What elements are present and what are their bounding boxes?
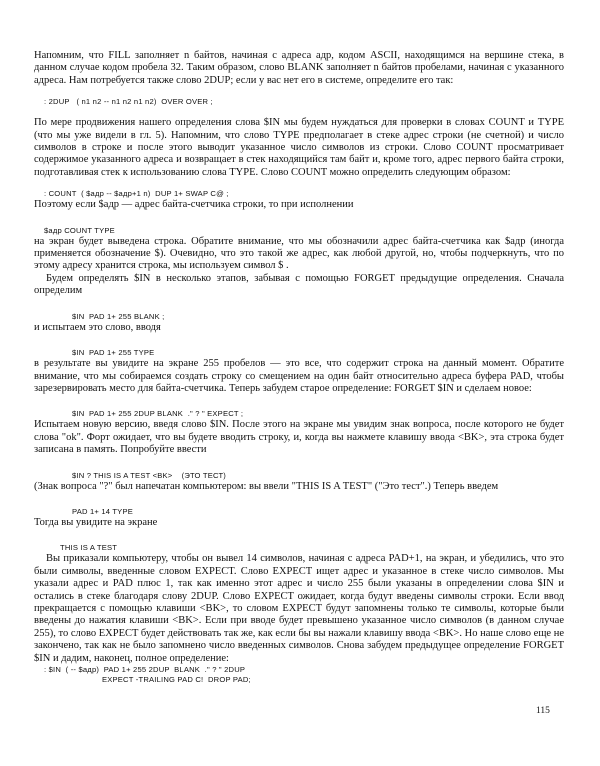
document-page <box>34 50 564 685</box>
code-line: EXPECT -TRAILING PAD C! DROP PAD; <box>102 675 251 684</box>
paragraph: Тогда вы увидите на экране <box>34 516 158 528</box>
paragraph: Напомним, что FILL заполняет n байтов, начиная с адреса адр, кодом ASCII, находящимся на вершине стека, в данном случае кодом пробела 32. Таким образом, слово BLANK заполняет n байтов пробелами, начиная с указанного адреса. Нам потребуется также слово 2DUP; если у вас нет его в системе, определите его так: <box>34 50 564 86</box>
code-line: $IN PAD 1+ 255 2DUP BLANK ." ? " EXPECT ; <box>72 409 244 419</box>
code-line: PAD 1+ 14 TYPE <box>72 506 133 516</box>
code-line: $адр COUNT TYPE <box>44 225 115 235</box>
paragraph: Испытаем новую версию, введя слово $IN. После этого на экране мы увидим знак вопроса, после которого не будет слова "ok". Форт ожидает, что вы будете вводить строку, и, когда вы нажмете клавишу ввода <BK>, эта строка будет записана в память. Попробуйте ввести <box>34 419 564 456</box>
paragraph: на экран будет выведена строка. Обратите внимание, что мы обозначили адрес байта-счетчика как $адр (иногда применяется обозначение $). Очевидно, что это такой же адрес, как любой другой, но, чтобы подчеркнуть, что по этому адресу хранится строка, мы используем символ $ . <box>34 235 564 272</box>
paragraph: и испытаем это слово, вводя <box>34 321 161 333</box>
code-line: : 2DUP ( n1 n2 -- n1 n2 n1 n2) OVER OVER ; <box>44 97 213 107</box>
code-line: $IN PAD 1+ 255 BLANK ; <box>72 311 165 321</box>
code-line: : $IN ( -- $адр) PAD 1+ 255 2DUP BLANK ." ? " 2DUP <box>44 665 246 674</box>
code-line: $IN ? THIS IS A TEST <BK> (ЭТО ТЕСТ) <box>72 470 227 480</box>
code-line: THIS IS A TEST <box>60 543 118 553</box>
code-line: : COUNT ( $адр -- $адр+1 n) DUP 1+ SWAP C@ ; <box>44 189 229 199</box>
page-number: 115 <box>536 706 550 716</box>
paragraph: Будем определять $IN в несколько этапов, забывая с помощью FORGET предыдущие определения. Сначала определим <box>34 272 564 297</box>
paragraph: (Знак вопроса "?" был напечатан компьютером: вы ввели "THIS IS A TEST" ("Это тест".) Теперь введем <box>34 480 499 492</box>
paragraph: в результате вы увидите на экране 255 пробелов — это все, что содержит строка на данный момент. Обратите внимание, что мы собираемся создать строку со смещением на один байт относительно адреса буфера PAD, чтобы зарезервировать место для байта-счетчика. Теперь забудем старое определение: FORGET $IN и сделаем новое: <box>34 358 564 394</box>
code-line: $IN PAD 1+ 255 TYPE <box>72 348 155 358</box>
paragraph: По мере продвижения нашего определения слова $IN мы будем нуждаться для проверки в словах COUNT и TYPE (что мы уже видели в гл. 5). Напомним, что слово TYPE предполагает в стеке адрес строки (не счетной) и число символов в строке и после этого выводит указанное число символов из строки. Слово COUNT просматривает содержимое указанного адреса и возвращает в стек находящийся там байт и, кроме того, адрес первого байта строки, подготавливая стек к использованию слова TYPE. Слово COUNT можно определить следующим образом: <box>34 117 564 178</box>
paragraph: Поэтому если $адр — адрес байта-счетчика строки, то при исполнении <box>34 199 354 211</box>
paragraph: Вы приказали компьютеру, чтобы он вывел 14 символов, начиная с адреса PAD+1, на экран, и убедились, что это были символы, введенные словом EXPECT. Слово EXPECT ищет адрес и указанное в стеке число символов. Мы указали адрес и PAD плюс 1, так как именно этот адрес и число 255 были указаны в определении слова $IN и остались в стеке благодаря слову 2DUP. Слово EXPECT ожидает, когда будут введены символы строки. Если ввод прекращается с помощью клавиши <BK>, то словом EXPECT будут запомнены только те символы, которые были введены до нажатия клавиши <BK>. Если при вводе будет превышено указанное число символов (в данном случае 255), то слово EXPECT будет действовать так же, как если бы вы нажали клавишу ввода <BK>. Но наше слово еще не закончено, так как не было запомнено число введенных символов. Снова забудем предыдущее определение FORGET $IN и дадим, наконец, полное определение: <box>34 553 564 664</box>
